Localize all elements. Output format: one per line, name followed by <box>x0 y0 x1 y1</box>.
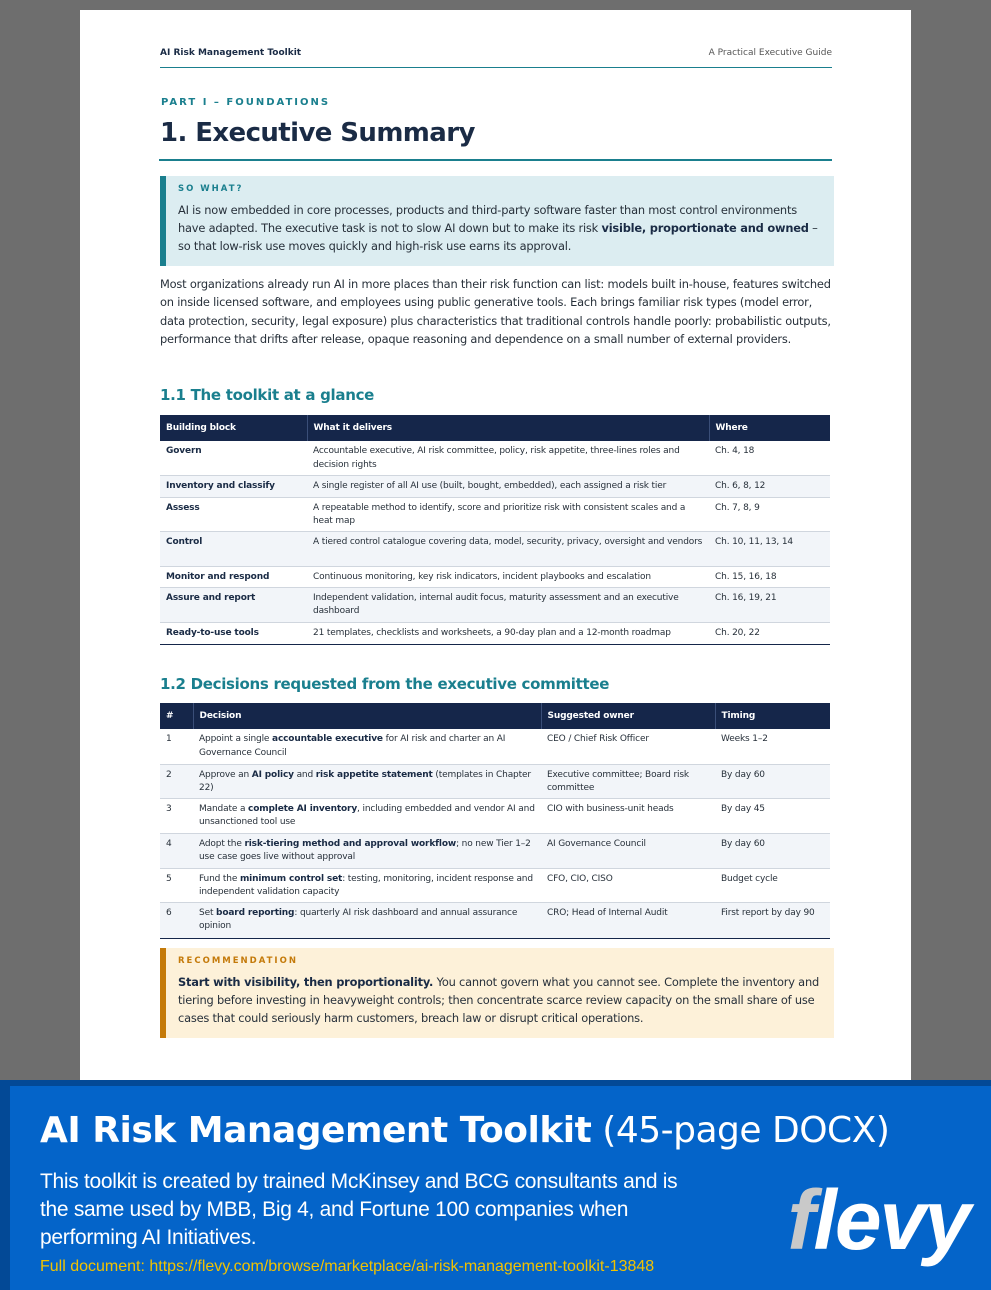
owner-cell: CEO / Chief Risk Officer <box>541 729 715 764</box>
table-row <box>160 729 830 764</box>
column-header: Building block <box>160 415 307 441</box>
decision-cell: Appoint a single accountable executive for AI risk and charter an AI Governance Council <box>193 729 541 764</box>
building-block-cell: Assess <box>160 497 307 531</box>
owner-cell: CIO with business-unit heads <box>541 798 715 833</box>
banner-description: This toolkit is created by trained McKinsey and BCG consultants and is the same used by MBB, Big 4, and Fortune 100 companies when performing AI Initiatives. <box>40 1170 678 1249</box>
promo-banner <box>0 1080 991 1290</box>
owner-cell: Executive committee; Board risk committee <box>541 764 715 798</box>
where-cell: Ch. 7, 8, 9 <box>709 497 830 531</box>
table-row <box>160 497 830 531</box>
decision-number: 3 <box>160 798 193 833</box>
timing-cell: By day 45 <box>715 798 830 833</box>
decision-number: 6 <box>160 902 193 938</box>
building-block-cell: Ready-to-use tools <box>160 622 307 644</box>
column-header: Where <box>709 415 830 441</box>
column-header: Timing <box>715 703 830 729</box>
decisions-table <box>160 703 830 939</box>
building-block-cell: Govern <box>160 441 307 475</box>
table-row <box>160 764 830 798</box>
recommendation-callout <box>160 948 834 1038</box>
where-cell: Ch. 4, 18 <box>709 441 830 475</box>
decision-cell: Approve an AI policy and risk appetite statement (templates in Chapter 22) <box>193 764 541 798</box>
where-cell: Ch. 10, 11, 13, 14 <box>709 531 830 566</box>
toolkit-table <box>160 415 830 645</box>
owner-cell: CRO; Head of Internal Audit <box>541 902 715 938</box>
header-subtitle: A Practical Executive Guide <box>708 48 832 58</box>
running-header <box>160 48 832 68</box>
delivers-cell: Accountable executive, AI risk committee, policy, risk appetite, three-lines roles and decision rights <box>307 441 709 475</box>
decision-number: 1 <box>160 729 193 764</box>
section-heading-toolkit: 1.1 The toolkit at a glance <box>160 386 375 404</box>
table-row <box>160 622 830 644</box>
building-block-cell: Control <box>160 531 307 566</box>
table-row <box>160 566 830 587</box>
so-what-callout <box>160 176 834 266</box>
table-row <box>160 902 830 938</box>
owner-cell: AI Governance Council <box>541 833 715 868</box>
table-row <box>160 798 830 833</box>
so-what-text: AI is now embedded in core processes, products and third-party software faster than most control environments have adapted. The executive task is not to slow AI down but to make its risk visible, proportionate and owned – so that low-risk use moves quickly and high-risk use earns its approval. <box>178 203 818 253</box>
recommendation-text: Start with visibility, then proportionality. You cannot govern what you cannot see. Complete the inventory and tiering before investing in heavyweight controls; then concentrate scarce review capacity on the small share of use cases that could seriously harm customers, breach law or disrupt critical operations. <box>178 975 820 1025</box>
delivers-cell: Continuous monitoring, key risk indicators, incident playbooks and escalation <box>307 566 709 587</box>
delivers-cell: A repeatable method to identify, score and prioritize risk with consistent scales and a heat map <box>307 497 709 531</box>
column-header: What it delivers <box>307 415 709 441</box>
where-cell: Ch. 16, 19, 21 <box>709 587 830 622</box>
table-row <box>160 441 830 475</box>
timing-cell: By day 60 <box>715 833 830 868</box>
column-header: Decision <box>193 703 541 729</box>
table-row <box>160 868 830 902</box>
owner-cell: CFO, CIO, CISO <box>541 868 715 902</box>
table-row <box>160 587 830 622</box>
recommendation-label: RECOMMENDATION <box>178 956 298 966</box>
decision-cell: Mandate a complete AI inventory, including embedded and vendor AI and unsanctioned tool use <box>193 798 541 833</box>
timing-cell: Weeks 1–2 <box>715 729 830 764</box>
where-cell: Ch. 6, 8, 12 <box>709 475 830 497</box>
table-row <box>160 475 830 497</box>
where-cell: Ch. 15, 16, 18 <box>709 566 830 587</box>
page-title: 1. Executive Summary <box>160 118 475 148</box>
timing-cell: By day 60 <box>715 764 830 798</box>
decision-cell: Set board reporting: quarterly AI risk dashboard and annual assurance opinion <box>193 902 541 938</box>
delivers-cell: A tiered control catalogue covering data, model, security, privacy, oversight and vendors <box>307 531 709 566</box>
decision-number: 4 <box>160 833 193 868</box>
table-row <box>160 531 830 566</box>
delivers-cell: A single register of all AI use (built, bought, embedded), each assigned a risk tier <box>307 475 709 497</box>
table-row <box>160 833 830 868</box>
decision-number: 2 <box>160 764 193 798</box>
building-block-cell: Monitor and respond <box>160 566 307 587</box>
delivers-cell: 21 templates, checklists and worksheets, a 90-day plan and a 12-month roadmap <box>307 622 709 644</box>
building-block-cell: Inventory and classify <box>160 475 307 497</box>
table-header-row <box>160 703 830 729</box>
column-header: Suggested owner <box>541 703 715 729</box>
decision-number: 5 <box>160 868 193 902</box>
flevy-logo: flevy <box>787 1173 969 1267</box>
document-page <box>80 10 911 1090</box>
part-label: PART I – FOUNDATIONS <box>161 97 331 108</box>
decision-cell: Fund the minimum control set: testing, monitoring, incident response and independent validation capacity <box>193 868 541 902</box>
table-header-row <box>160 415 830 441</box>
where-cell: Ch. 20, 22 <box>709 622 830 644</box>
so-what-label: SO WHAT? <box>178 184 244 194</box>
header-doc-title: AI Risk Management Toolkit <box>160 48 302 58</box>
column-header: # <box>160 703 193 729</box>
banner-title: AI Risk Management Toolkit (45-page DOCX) <box>40 1110 890 1151</box>
building-block-cell: Assure and report <box>160 587 307 622</box>
section-heading-decisions: 1.2 Decisions requested from the executive committee <box>160 675 610 693</box>
timing-cell: Budget cycle <box>715 868 830 902</box>
delivers-cell: Independent validation, internal audit focus, maturity assessment and an executive dashboard <box>307 587 709 622</box>
timing-cell: First report by day 90 <box>715 902 830 938</box>
decision-cell: Adopt the risk-tiering method and approval workflow; no new Tier 1–2 use case goes live without approval <box>193 833 541 868</box>
intro-paragraph: Most organizations already run AI in more places than their risk function can list: models built in-house, features switched on inside licensed software, and employees using public generative tools. Each brings familiar risk types (model error, data protection, security, legal exposure) plus characteristics that traditional controls handle poorly: probabilistic outputs, performance that drifts after release, opaque reasoning and dependence on a small number of external providers. <box>160 277 831 346</box>
title-divider <box>159 159 832 161</box>
document-link[interactable]: Full document: https://flevy.com/browse/marketplace/ai-risk-management-toolkit-13848 <box>40 1258 655 1275</box>
